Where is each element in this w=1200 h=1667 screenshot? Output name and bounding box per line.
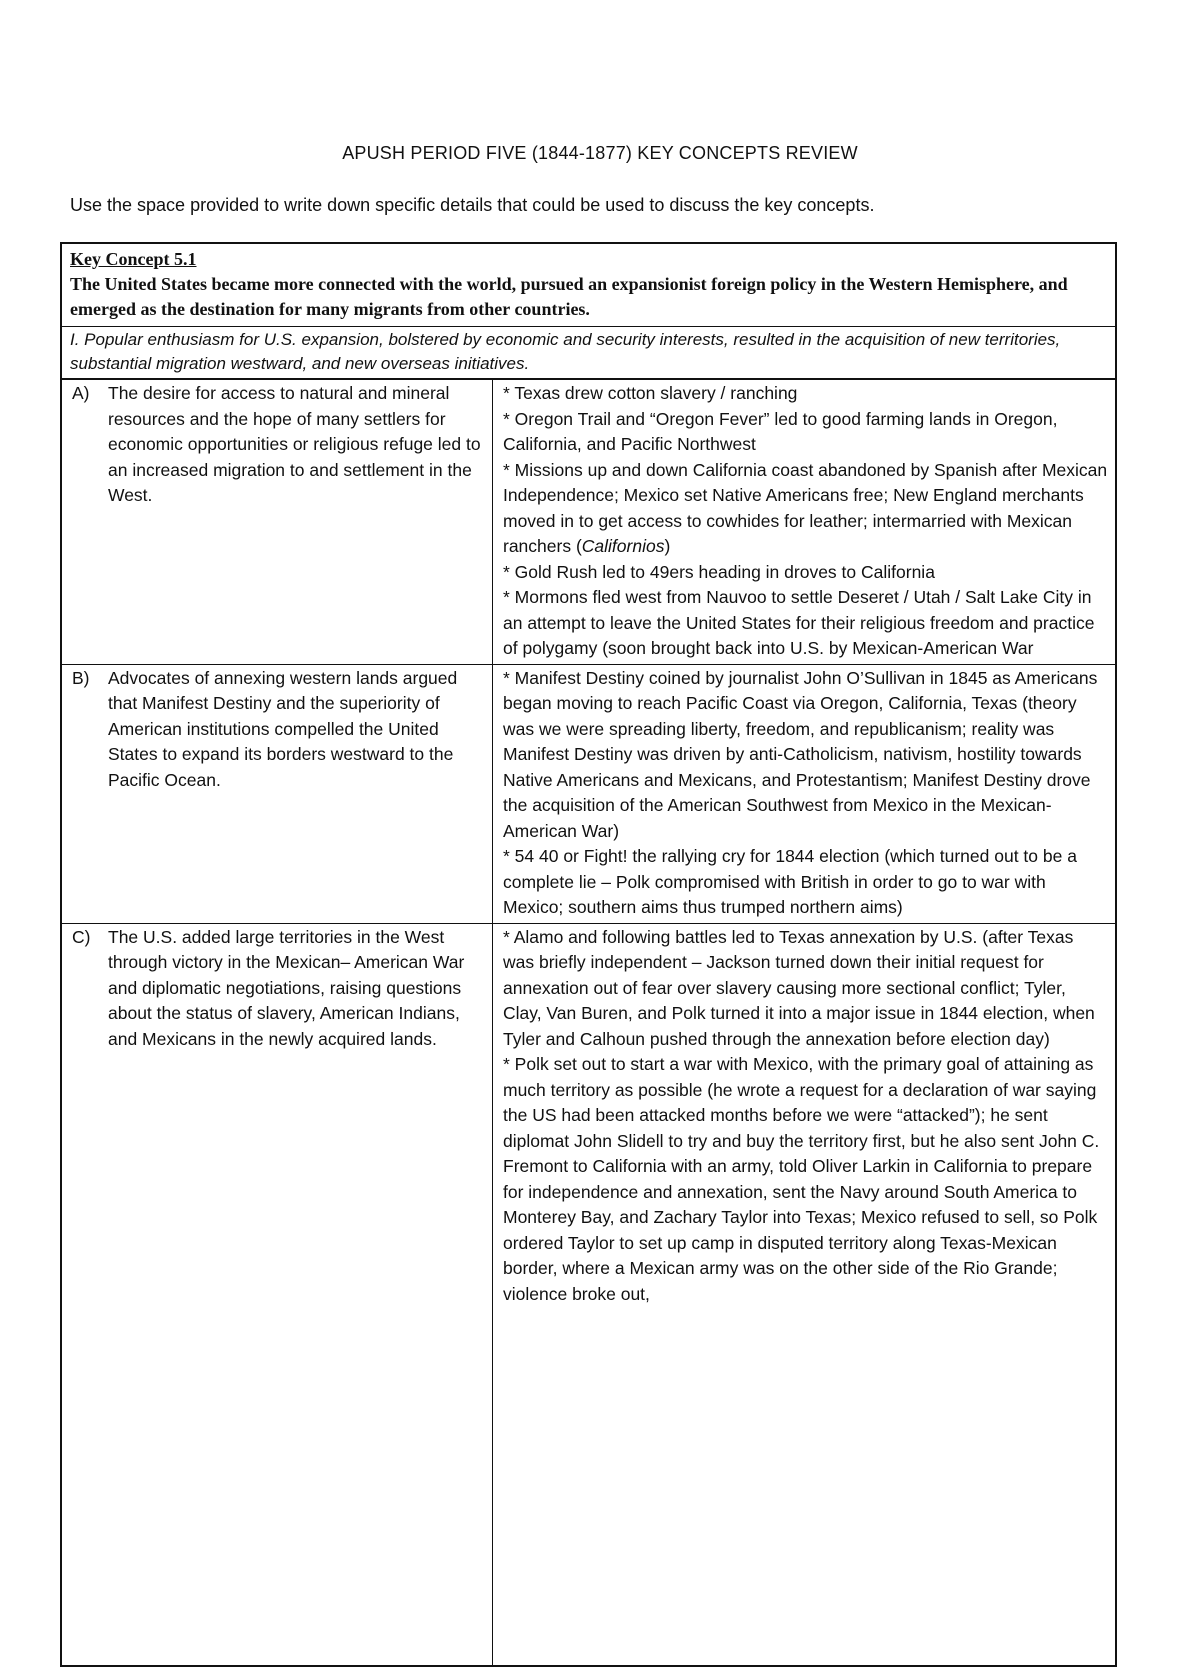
concept-text: The U.S. added large territories in the West through victory in the Mexican– American War and diplomatic negotiations, raising questions about the status of slavery, American Indians, and Mexicans in the newly acquired lands. bbox=[108, 926, 465, 1049]
notes-cell bbox=[493, 665, 1115, 923]
note-line: * Manifest Destiny coined by journalist John O’Sullivan in 1845 as Americans began moving to reach Pacific Coast via Oregon, California, Texas (theory was we were spreading liberty, freedom, and republicanism; reality was Manifest Destiny was driven by anti-Catholicism, nativism, hostility towards Native Americans and Mexicans, and Protestantism; Manifest Destiny drove the acquisition of the American Southwest from Mexico in the Mexican-American War) bbox=[503, 667, 1098, 841]
key-concept-header bbox=[62, 244, 1115, 327]
note-text: ) bbox=[664, 536, 671, 556]
subconcept: I. Popular enthusiasm for U.S. expansion, bolstered by economic and security interests, resulted in the acquisition of new territories, substantial migration westward, and new overseas initiatives. bbox=[62, 327, 1115, 380]
note-line: * Gold Rush led to 49ers heading in droves to California bbox=[503, 561, 935, 582]
concept-cell bbox=[62, 665, 493, 923]
concept-cell bbox=[62, 924, 493, 1665]
table-row bbox=[62, 380, 1115, 665]
note-italic-term: Californios bbox=[581, 536, 665, 556]
row-letter: A) bbox=[72, 383, 90, 403]
note-line: * 54 40 or Fight! the rallying cry for 1844 election (which turned out to be a complete lie – Polk compromised with British in order to go to war with Mexico; southern aims thus trumped northern aims) bbox=[503, 846, 1077, 917]
note-line: * Alamo and following battles led to Texas annexation by U.S. (after Texas was briefly independent – Jackson turned down their initial request for annexation out of fear over slavery causing more sectional conflict; Tyler, Clay, Van Buren, and Polk turned it into a major issue in 1844 election, when Tyler and Calhoun pushed through the annexation before election day) bbox=[503, 926, 1095, 1049]
notes-cell bbox=[493, 924, 1115, 1665]
concept-text: Advocates of annexing western lands argued that Manifest Destiny and the superiority of American institutions compelled the United States to expand its borders westward to the Pacific Ocean. bbox=[108, 667, 458, 790]
instructions: Use the space provided to write down specific details that could be used to discuss the key concepts. bbox=[70, 195, 875, 215]
key-concept-label: Key Concept 5.1 bbox=[70, 249, 197, 269]
note-line bbox=[503, 458, 1109, 560]
table-row bbox=[62, 665, 1115, 924]
note-line: * Oregon Trail and “Oregon Fever” led to good farming lands in Oregon, California, and Pacific Northwest bbox=[503, 408, 1058, 454]
concept-text: The desire for access to natural and mineral resources and the hope of many settlers for economic opportunities or religious refuge led to an increased migration to and settlement in the West. bbox=[108, 383, 481, 505]
table-row bbox=[62, 924, 1115, 1665]
document-title: APUSH PERIOD FIVE (1844-1877) KEY CONCEPTS REVIEW bbox=[342, 143, 858, 163]
row-letter: B) bbox=[72, 667, 90, 688]
note-line: * Texas drew cotton slavery / ranching bbox=[503, 383, 798, 403]
note-line: * Polk set out to start a war with Mexico, with the primary goal of attaining as much territory as possible (he wrote a request for a declaration of war saying the US had been attacked months before we were “attacked”); he sent diplomat John Slidell to try and buy the territory first, but he also sent John C. Fremont to California with an army, told Oliver Larkin in California to prepare for independence and annexation, sent the Navy around South America to Monterey Bay, and Zachary Taylor into Texas; Mexico refused to sell, so Polk ordered Taylor to set up camp in disputed territory along Texas-Mexican border, where a Mexican army was on the other side of the Rio Grande; violence broke out, bbox=[503, 1054, 1100, 1304]
key-concept-statement: The United States became more connected with the world, pursued an expansionist foreign policy in the Western Hemisphere, and emerged as the destination for many migrants from other countries. bbox=[70, 274, 1068, 319]
note-line: * Mormons fled west from Nauvoo to settle Deseret / Utah / Salt Lake City in an attempt to leave the United States for their religious freedom and practice of polygamy (soon brought back into U.S. by Mexican-American War bbox=[503, 587, 1095, 658]
key-concept-table bbox=[60, 242, 1117, 1667]
notes-cell bbox=[493, 380, 1115, 664]
row-letter: C) bbox=[72, 926, 91, 947]
concept-cell bbox=[62, 380, 493, 664]
note-text: * Missions up and down California coast abandoned by Spanish after Mexican Independence; Mexico set Native Americans free; New England merchants moved in to get access to cowhides for leather; intermarried with Mexican ranchers ( bbox=[503, 459, 1108, 556]
